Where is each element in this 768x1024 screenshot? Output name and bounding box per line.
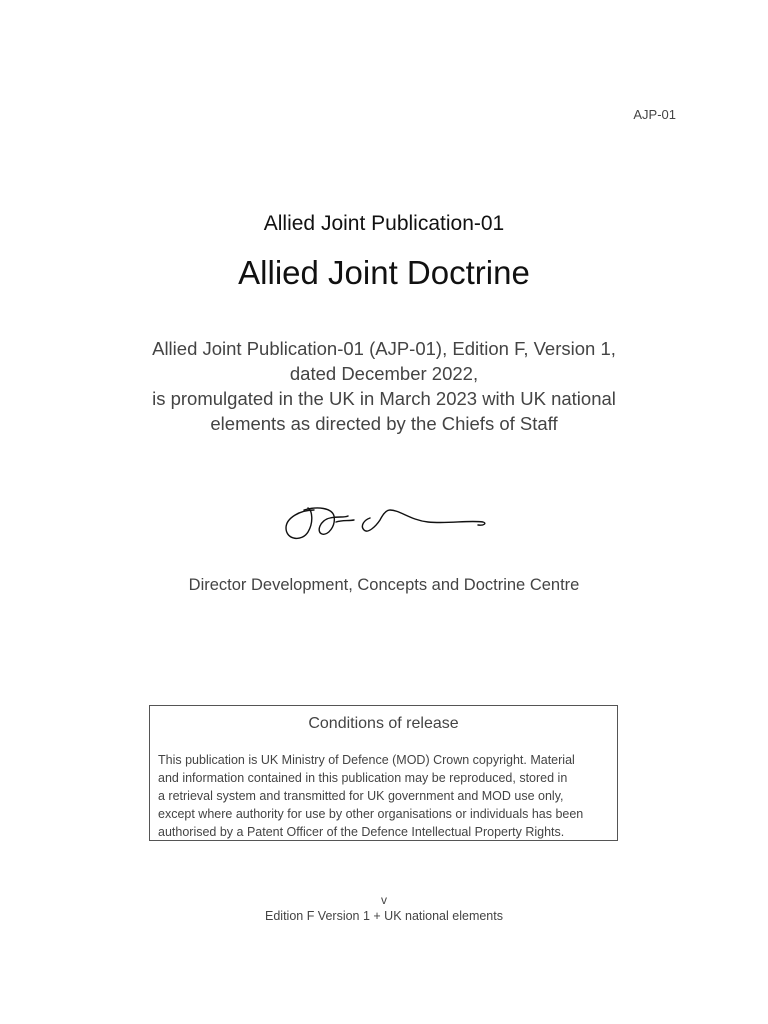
promulgation-line: is promulgated in the UK in March 2023 with UK national [152,388,616,409]
release-line: a retrieval system and transmitted for UK government and MOD use only, [158,789,564,803]
release-line: except where authority for use by other organisations or individuals has been [158,807,584,821]
document-reference: AJP-01 [633,107,676,122]
release-heading: Conditions of release [308,715,459,732]
page-number: v [381,893,387,907]
handwritten-signature [278,496,490,550]
signatory-title: Director Development, Concepts and Doctrine Centre [188,576,580,594]
release-text [158,751,613,841]
promulgation-line: elements as directed by the Chiefs of Staff [210,413,558,434]
promulgation-line: dated December 2022, [289,363,479,384]
conditions-of-release-box [149,705,618,841]
publication-subtitle: Allied Joint Publication-01 [263,212,505,235]
release-line: authorised by a Patent Officer of the Defence Intellectual Property Rights. [158,825,565,839]
promulgation-line: Allied Joint Publication-01 (AJP-01), Edition F, Version 1, [152,338,616,359]
promulgation-statement [84,336,684,436]
release-line: This publication is UK Ministry of Defence (MOD) Crown copyright. Material [158,753,575,767]
publication-title: Allied Joint Doctrine [238,254,530,291]
edition-footer: Edition F Version 1 + UK national elements [265,909,503,923]
release-line: and information contained in this publication may be reproduced, stored in [158,771,568,785]
